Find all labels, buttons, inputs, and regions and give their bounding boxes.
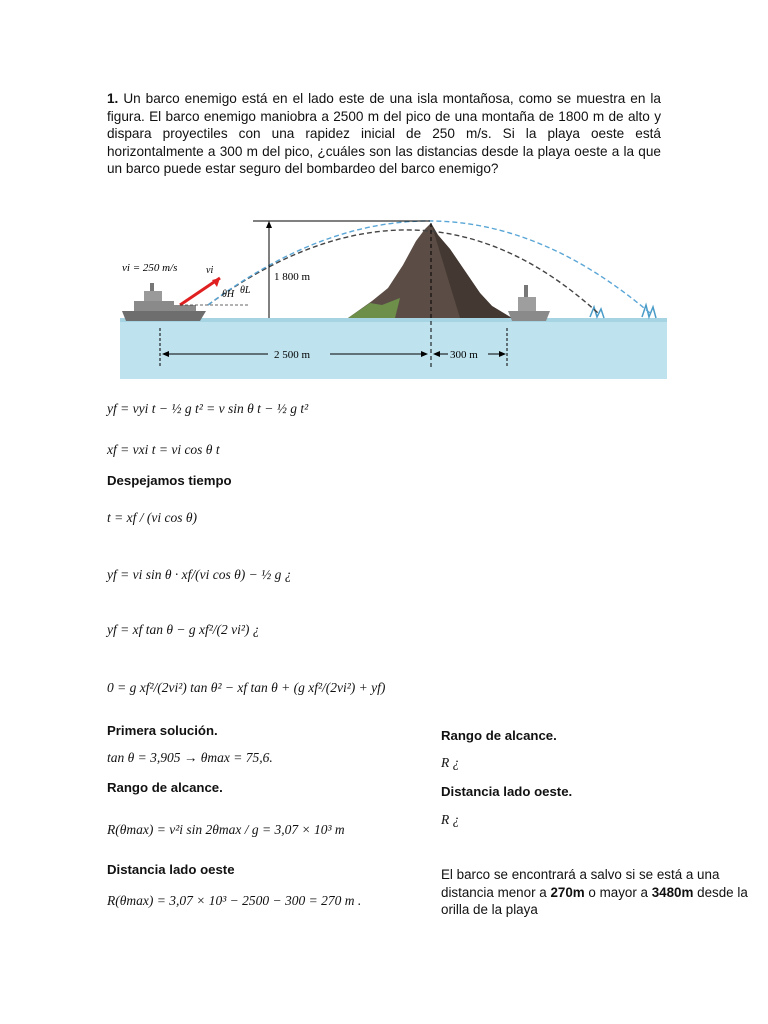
height-label: 1 800 m [274, 271, 311, 283]
eq-yf: yf = vyi t − ½ g t² = v sin θ t − ½ g t² [107, 401, 309, 416]
vector-label: vi [206, 265, 214, 276]
heading-distancia: Distancia lado oeste [107, 862, 235, 877]
heading-rango: Rango de alcance. [107, 780, 223, 795]
r-placeholder-1: R ¿ [441, 755, 460, 770]
safe-distance-max: 3480m [651, 884, 694, 900]
conclusion-middle: o mayor a [588, 884, 648, 900]
problem-number: 1. [107, 91, 119, 106]
problem-text: Un barco enemigo está en el lado este de una isla montañosa, como se muestra en la figura. El barco enemigo maniobra a 2500 m del pico de una montaña de 1800 m de alto y dispara proyectiles con una rapidez inicial de 250 m/s. Si la playa oeste está horizontalmente a 300 m del pico, ¿cuáles son las distancias desde la playa oeste a la que un barco puede estar seguro del bombardeo del barco enemigo? [107, 91, 661, 177]
heading-primera: Primera solución. [107, 723, 218, 738]
theta-h-label: θH [222, 289, 235, 300]
beach-label: 300 m [450, 349, 478, 361]
tan-solution: tan θ = 3,905 → θmax = 75,6. [107, 750, 273, 765]
eq-xf: xf = vxi t = vi cos θ t [107, 442, 220, 457]
eq-yf-tan: yf = xf tan θ − g xf²/(2 vi²) ¿ [107, 622, 260, 637]
r-placeholder-2: R ¿ [441, 812, 460, 827]
projectile-figure [120, 193, 667, 379]
rango-equation: R(θmax) = v²i sin 2θmax / g = 3,07 × 10³ m [107, 822, 345, 837]
conclusion-suffix: desde la orilla de la playa [441, 884, 748, 918]
conclusion-prefix: El barco se encontrará a salvo si se está a una distancia menor a [441, 867, 720, 900]
conclusion [441, 866, 759, 919]
distance-label: 2 500 m [274, 349, 311, 361]
theta-l-label: θL [240, 285, 251, 296]
heading-rango-right: Rango de alcance. [441, 728, 557, 743]
heading-despejamos: Despejamos tiempo [107, 473, 232, 488]
heading-distancia-right: Distancia lado oeste. [441, 784, 573, 799]
eq-quadratic: 0 = g xf²/(2vi²) tan θ² − xf tan θ + (g xf²/(2vi²) + yf) [107, 680, 386, 695]
problem-statement [107, 90, 661, 178]
velocity-label: vi = 250 m/s [122, 262, 178, 274]
eq-yf-sub: yf = vi sin θ · xf/(vi cos θ) − ½ g ¿ [107, 567, 292, 582]
sea [120, 318, 667, 379]
distancia-equation: R(θmax) = 3,07 × 10³ − 2500 − 300 = 270 m . [107, 893, 362, 908]
safe-distance-min: 270m [550, 884, 585, 900]
eq-t: t = xf / (vi cos θ) [107, 510, 197, 525]
